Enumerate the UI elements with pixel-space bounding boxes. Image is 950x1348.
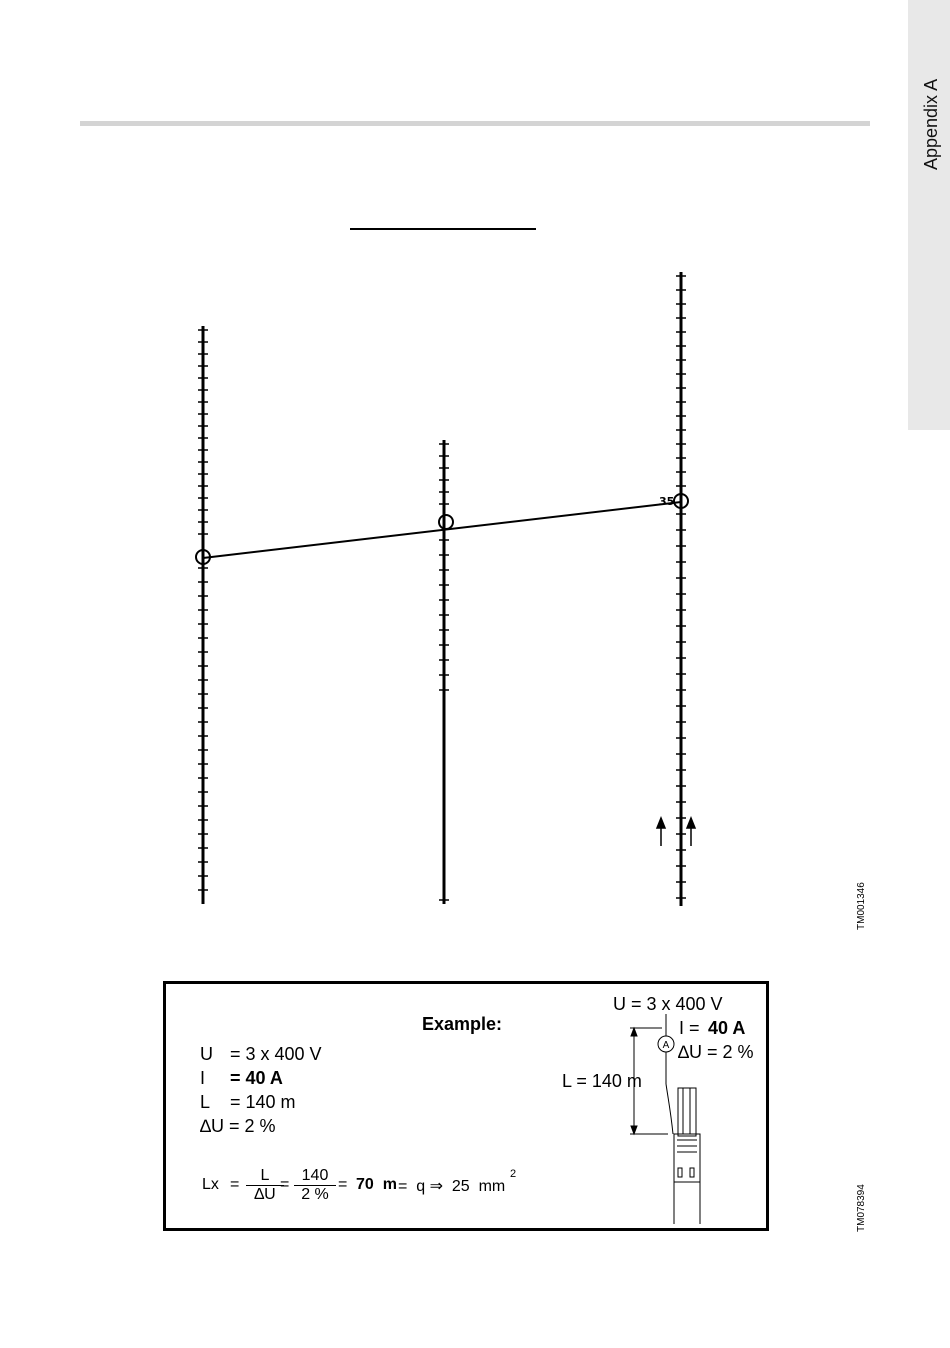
param-u-value: = 3 x 400 V	[230, 1044, 322, 1064]
formula-eq-2: =	[280, 1176, 290, 1193]
example-title: Example:	[422, 1014, 503, 1034]
formula-frac1-num: L	[246, 1167, 284, 1186]
param-l-symbol: L	[200, 1092, 211, 1112]
diagram-l-label: L = 140 m	[562, 1071, 642, 1091]
diagram-du-label: ∆U = 2 %	[678, 1042, 754, 1062]
diagram-i-prefix: I =	[679, 1018, 700, 1038]
diagram-i-value: 40 A	[708, 1018, 746, 1038]
reading-point-label: 35	[659, 495, 675, 508]
param-du: ∆U = 2 %	[200, 1116, 276, 1136]
formula-superscript: 2	[510, 1168, 517, 1180]
pump-schematic	[166, 984, 766, 1228]
ammeter-label: A	[662, 1040, 670, 1051]
formula-frac1-den: ∆U	[254, 1186, 276, 1203]
formula-frac2-den: 2 %	[301, 1186, 329, 1203]
formula-frac2-num: 140	[294, 1167, 336, 1186]
formula-eq-3: =	[338, 1176, 348, 1193]
formula-lhs: Lx	[202, 1176, 219, 1193]
figure-code-example: TM078394	[856, 1184, 867, 1232]
param-l-value: = 140 m	[230, 1092, 296, 1112]
param-i-symbol: I	[200, 1068, 206, 1088]
param-u-symbol: U	[200, 1044, 213, 1064]
direction-arrows	[657, 818, 695, 846]
param-i-value: = 40 A	[230, 1068, 283, 1088]
formula-eq-1: =	[230, 1176, 240, 1193]
formula-tail: = q ⇒ 25 mm	[398, 1178, 506, 1195]
figure-code-nomogram: TM001346	[856, 882, 867, 930]
formula-result: 70 m	[356, 1176, 397, 1193]
nomogram-reading-line	[203, 502, 681, 558]
diagram-u-label: U = 3 x 400 V	[613, 994, 723, 1014]
reading-point-middle	[439, 515, 453, 529]
example-box	[163, 981, 769, 1231]
appendix-tab-label: Appendix A	[921, 78, 941, 170]
